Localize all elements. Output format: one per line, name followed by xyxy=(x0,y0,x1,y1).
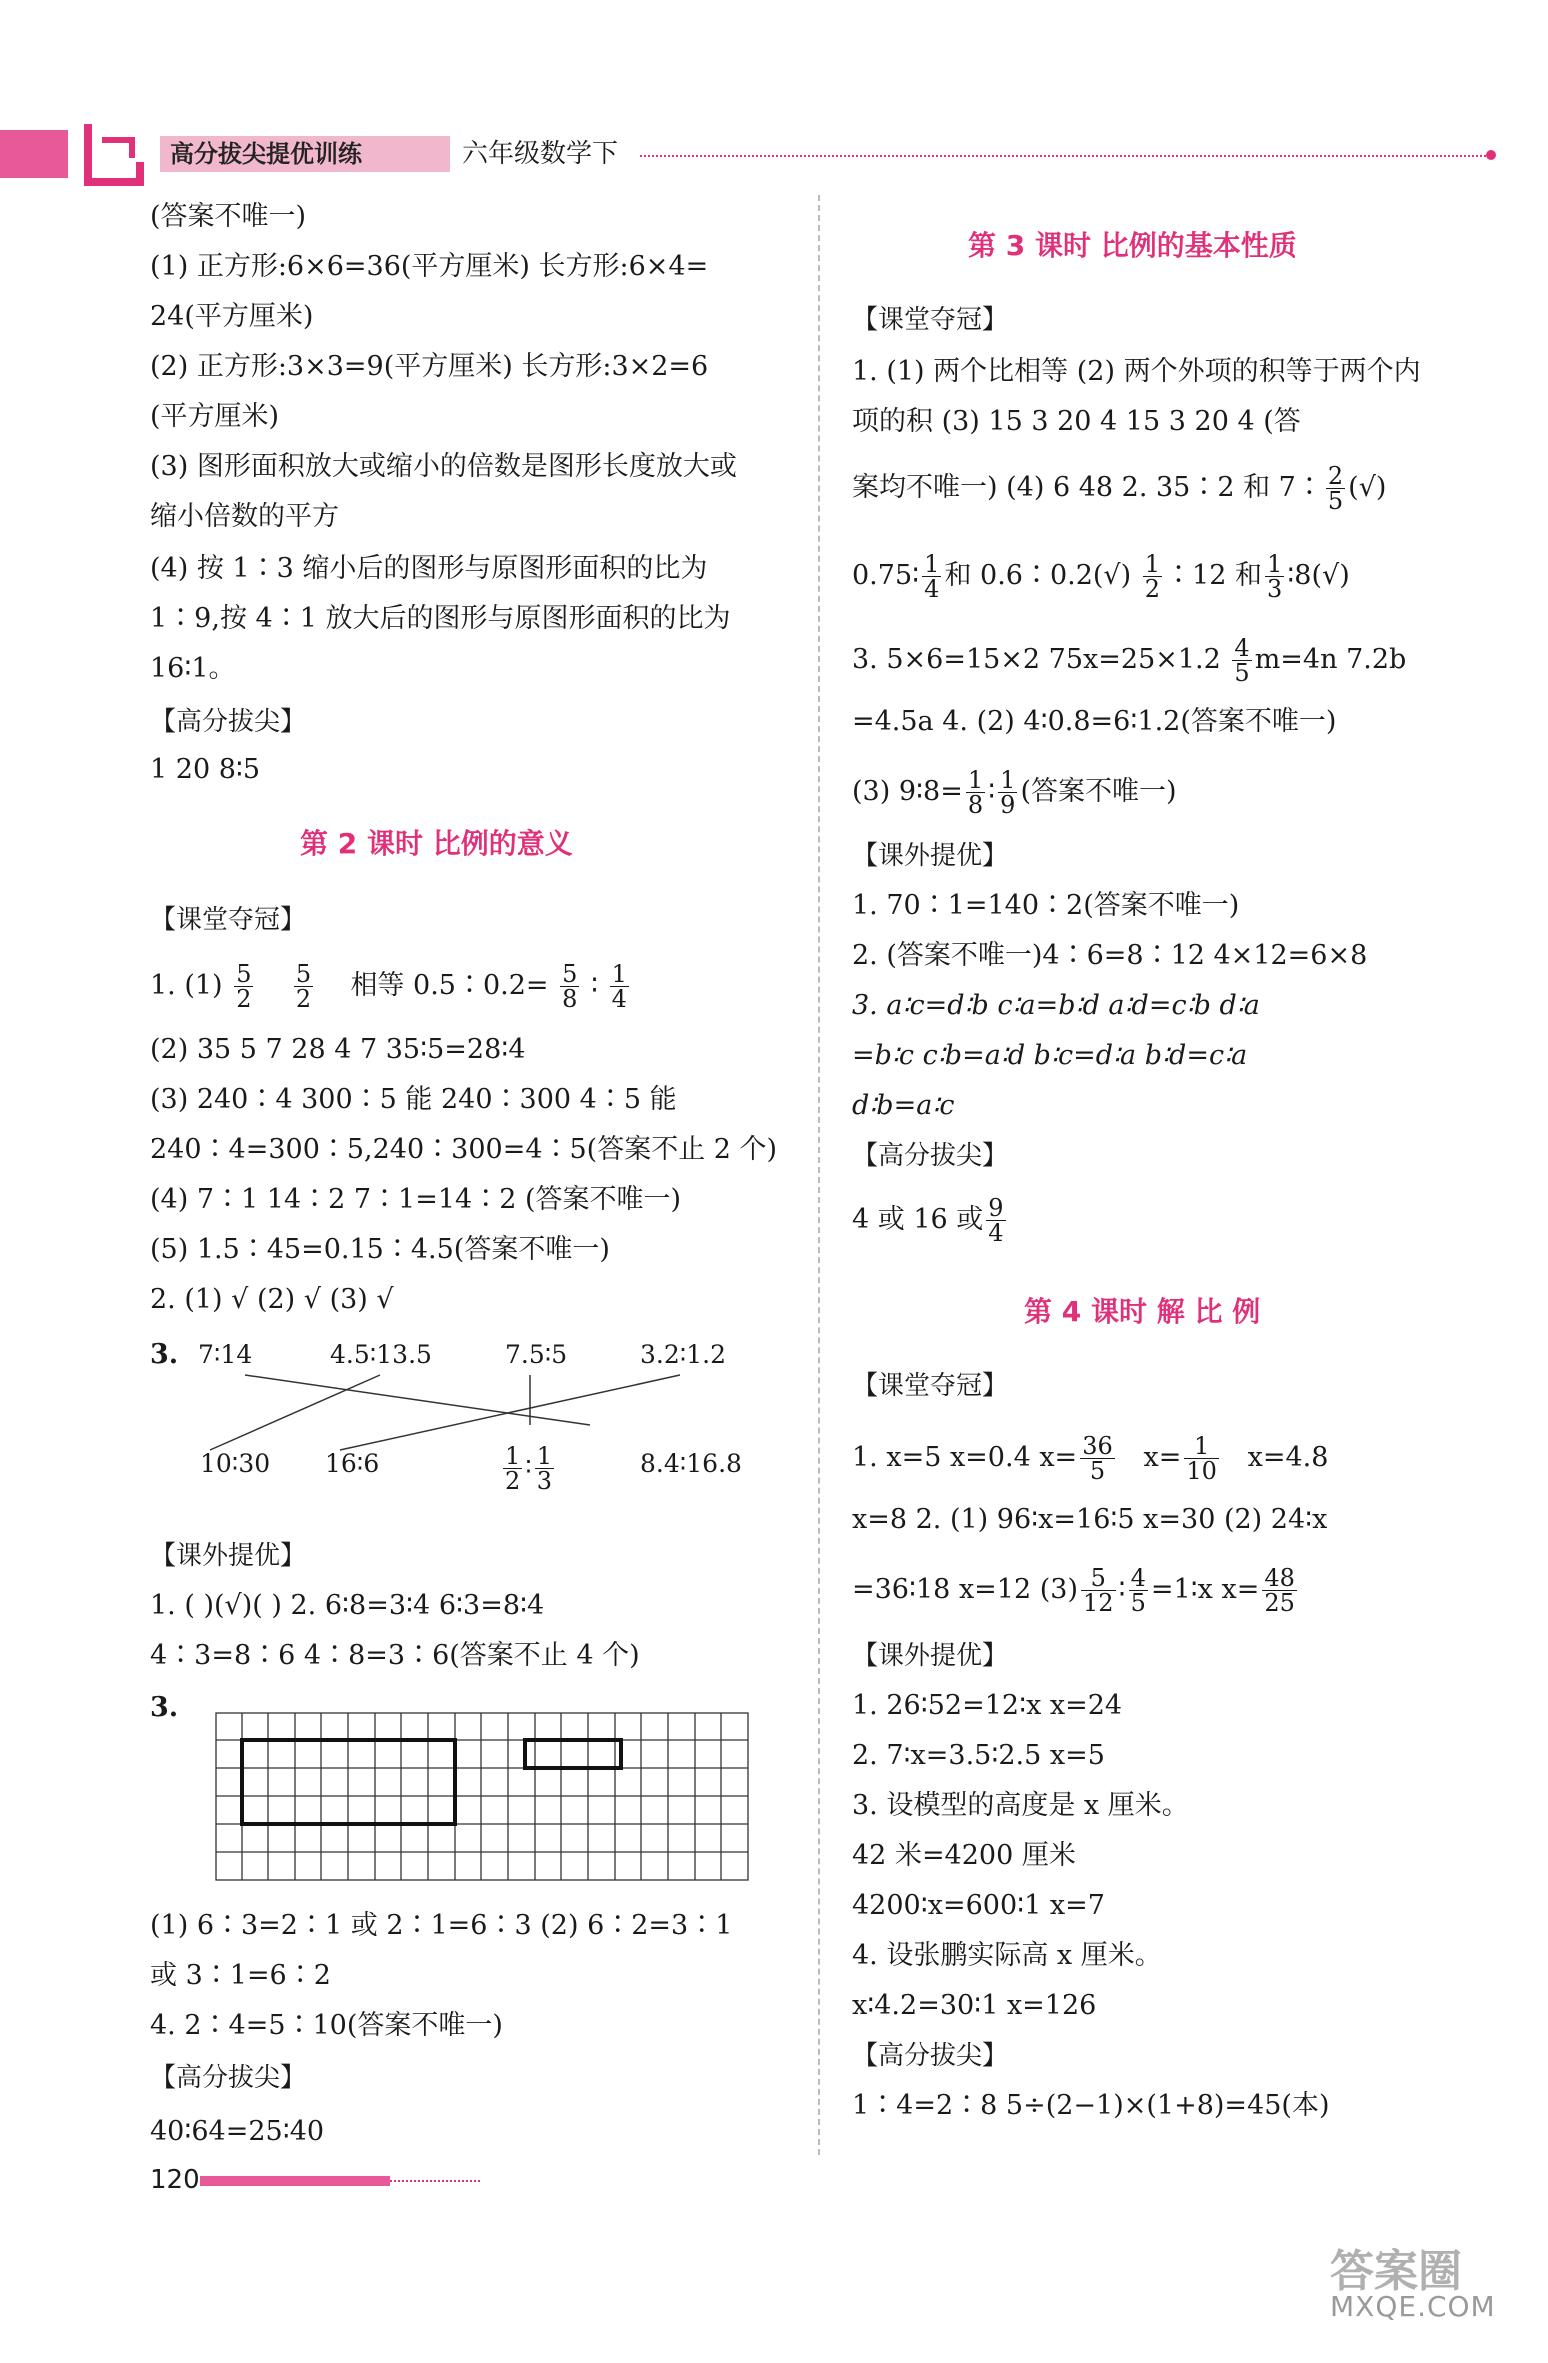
answer-line: 1. ( )(√)( ) 2. 6∶8=3∶4 6∶3=8∶4 xyxy=(150,1590,545,1621)
answer-line: x=8 2. (1) 96∶x=16∶5 x=30 (2) 24∶x xyxy=(852,1504,1328,1535)
fraction: $\frac{5}{8}$ xyxy=(562,960,578,1013)
section-heading: 【高分拔尖】 xyxy=(150,2063,307,2093)
answer-line: 240∶4=300∶5,240∶300=4∶5(答案不止 2 个) xyxy=(150,1134,778,1165)
grid-figure xyxy=(215,1712,750,1882)
match-top-item: 3.2∶1.2 xyxy=(640,1340,727,1369)
section-heading: 【高分拔尖】 xyxy=(852,1141,1009,1171)
footer-dotted-rule xyxy=(390,2180,480,2182)
answer-line: 16∶1。 xyxy=(150,653,236,684)
answer-line: 1. 70∶1=140∶2(答案不唯一) xyxy=(852,890,1240,921)
answer-line: 或 3∶1=6∶2 xyxy=(150,1960,331,1991)
answer-line: 40∶64=25∶40 xyxy=(150,2116,325,2147)
watermark-url: MXQE.COM xyxy=(1330,2290,1496,2323)
answer-line: 1. (1) 两个比相等 (2) 两个外项的积等于两个内 xyxy=(852,356,1421,387)
section-heading: 【课外提优】 xyxy=(852,1641,1009,1671)
answer-line: (3) 图形面积放大或缩小的倍数是图形长度放大或 xyxy=(150,451,737,482)
header-subtitle: 六年级数学下 xyxy=(462,139,619,169)
fraction: $\frac{4}{5}$ xyxy=(1234,634,1250,687)
answer-line: (4) 按 1∶3 缩小后的图形与原图形面积的比为 xyxy=(150,553,708,584)
ratio-colon: ∶ xyxy=(591,970,599,1001)
answer-line: 2. (答案不唯一)4∶6=8∶12 4×12=6×8 xyxy=(852,940,1368,971)
section-heading: 【高分拔尖】 xyxy=(150,707,307,737)
fraction: $\frac{1}{10}$ xyxy=(1186,1432,1217,1485)
section-heading: 【课堂夺冠】 xyxy=(852,305,1009,335)
header-accent-bar xyxy=(0,130,68,178)
answer-line: =b∶c c∶b=a∶d b∶c=d∶a b∶d=c∶a xyxy=(852,1040,1248,1071)
fraction: $\frac{9}{4}$ xyxy=(988,1194,1004,1247)
fraction: $\frac{2}{5}$ xyxy=(1327,462,1344,515)
answer-line: (平方厘米) xyxy=(150,401,280,432)
item-number: 1. (1) xyxy=(150,970,223,1001)
answer-line: (1) 正方形:6×6=36(平方厘米) 长方形:6×4= xyxy=(150,251,709,282)
lesson-title: 第 2 课时 比例的意义 xyxy=(300,827,573,860)
book-logo-icon xyxy=(80,118,150,190)
column-divider xyxy=(818,195,820,2155)
match-top-item: 4.5∶13.5 xyxy=(330,1340,432,1369)
answer-line: (2) 35 5 7 28 4 7 35∶5=28∶4 xyxy=(150,1034,526,1065)
answer-line: 0.75∶ $\frac{1}{4}$ 和 0.6∶0.2(√) $\frac{1}{2}$ ∶12 和 $\frac{1}{3}$ ∶8(√) xyxy=(852,550,1350,603)
header-dotted-rule xyxy=(640,155,1490,157)
answer-line: (2) 正方形:3×3=9(平方厘米) 长方形:3×2=6 xyxy=(150,351,709,382)
answer-line: 项的积 (3) 15 3 20 4 15 3 20 4 (答 xyxy=(852,406,1301,437)
match-bottom-item: 16∶6 xyxy=(325,1449,380,1478)
match-top-item: 7∶14 xyxy=(198,1340,253,1369)
watermark-logo: 答案圈 xyxy=(1330,2246,1462,2297)
answer-line: =36∶18 x=12 (3) $\frac{5}{12}$ ∶ $\frac{4}{5}$ =1∶x x= $\frac{48}{25}$ xyxy=(852,1564,1295,1617)
section-heading: 【课堂夺冠】 xyxy=(852,1371,1009,1401)
answer-line: x∶4.2=30∶1 x=126 xyxy=(852,1990,1097,2021)
answer-line: 案均不唯一) (4) 6 48 2. 35∶2 和 7∶ $\frac{2}{5}$ (√) xyxy=(852,462,1387,515)
answer-line: 缩小倍数的平方 xyxy=(150,501,339,532)
answer-line: 2. 7∶x=3.5∶2.5 x=5 xyxy=(852,1740,1105,1771)
item-number: 3. xyxy=(150,1692,179,1723)
footer-accent-bar xyxy=(200,2176,390,2186)
answer-line: 1. x=5 x=0.4 x= $\frac{36}{5}$ x= $\frac{1}{10}$ x=4.8 xyxy=(852,1432,1329,1485)
answer-text: 相等 0.5∶0.2= xyxy=(350,970,549,1001)
section-heading: 【课外提优】 xyxy=(150,1541,307,1571)
match-bottom-item: 10∶30 xyxy=(200,1449,271,1478)
answer-line: 24(平方厘米) xyxy=(150,301,314,332)
answer-line: 4200∶x=600∶1 x=7 xyxy=(852,1890,1105,1921)
fraction: $\frac{1}{3}$ xyxy=(1267,550,1283,603)
header-series-title: 高分拔尖提优训练 xyxy=(160,136,450,172)
answer-line: 4. 设张鹏实际高 x 厘米。 xyxy=(852,1940,1162,1971)
fraction: $\frac{1}{4}$ xyxy=(611,960,627,1013)
answer-line xyxy=(150,962,632,1011)
section-heading: 【课外提优】 xyxy=(852,841,1009,871)
fraction: $\frac{1}{8}$ xyxy=(967,766,984,819)
answer-line: (答案不唯一) xyxy=(150,201,307,232)
fraction: $\frac{5}{12}$ xyxy=(1082,1564,1114,1617)
fraction: $\frac{5}{2}$ xyxy=(295,960,312,1013)
answer-line: 4∶3=8∶6 4∶8=3∶6(答案不止 4 个) xyxy=(150,1640,640,1671)
fraction: $\frac{1}{9}$ xyxy=(1000,766,1016,819)
answer-line: (3) 9∶8= $\frac{1}{8}$ ∶ $\frac{1}{9}$ (答案不唯一) xyxy=(852,766,1177,819)
section-heading: 【课堂夺冠】 xyxy=(150,905,307,935)
fraction: $\frac{4}{5}$ xyxy=(1130,1564,1146,1617)
match-top-item: 7.5∶5 xyxy=(505,1340,568,1369)
lesson-title: 第 3 课时 比例的基本性质 xyxy=(968,229,1297,262)
match-bottom-item: $\frac{1}{2}$ ∶ $\frac{1}{3}$ xyxy=(505,1442,553,1495)
fraction: $\frac{5}{2}$ xyxy=(236,960,252,1013)
item-number: 3. xyxy=(150,1339,179,1370)
answer-line: 3. a∶c=d∶b c∶a=b∶d a∶d=c∶b d∶a xyxy=(852,990,1260,1021)
answer-line: 4 或 16 或 $\frac{9}{4}$ xyxy=(852,1194,1004,1247)
answer-line: (3) 240∶4 300∶5 能 240∶300 4∶5 能 xyxy=(150,1084,677,1115)
answer-line: 3. 设模型的高度是 x 厘米。 xyxy=(852,1790,1189,1821)
fraction: $\frac{1}{3}$ xyxy=(536,1442,553,1495)
fraction: $\frac{1}{2}$ xyxy=(505,1442,521,1495)
answer-line: 1. 26∶52=12∶x x=24 xyxy=(852,1690,1123,1721)
fraction: $\frac{1}{2}$ xyxy=(1144,550,1161,603)
fraction: $\frac{36}{5}$ xyxy=(1082,1432,1113,1485)
answer-line: d∶b=a∶c xyxy=(852,1090,955,1121)
answer-line: 42 米=4200 厘米 xyxy=(852,1840,1076,1871)
match-bottom-item: 8.4∶16.8 xyxy=(640,1449,742,1478)
header-rule-end-dot xyxy=(1486,150,1496,160)
lesson-title: 第 4 课时 解 比 例 xyxy=(1024,1295,1261,1328)
fraction: $\frac{1}{4}$ xyxy=(924,550,940,603)
answer-line: 2. (1) √ (2) √ (3) √ xyxy=(150,1284,394,1315)
answer-line: =4.5a 4. (2) 4∶0.8=6∶1.2(答案不唯一) xyxy=(852,706,1337,737)
answer-line: (5) 1.5∶45=0.15∶4.5(答案不唯一) xyxy=(150,1234,610,1265)
page-number: 120 xyxy=(150,2165,200,2195)
answer-line: 3. 5×6=15×2 75x=25×1.2 $\frac{4}{5}$ m=4n 7.2b xyxy=(852,634,1407,687)
answer-line: 1∶9,按 4∶1 放大后的图形与原图形面积的比为 xyxy=(150,603,731,634)
answer-line: 1 20 8∶5 xyxy=(150,754,261,785)
section-heading: 【高分拔尖】 xyxy=(852,2041,1009,2071)
answer-line: (1) 6∶3=2∶1 或 2∶1=6∶3 (2) 6∶2=3∶1 xyxy=(150,1910,733,1941)
answer-line: 4. 2∶4=5∶10(答案不唯一) xyxy=(150,2010,503,2041)
fraction: $\frac{48}{25}$ xyxy=(1264,1564,1295,1617)
answer-line: 1∶4=2∶8 5÷(2−1)×(1+8)=45(本) xyxy=(852,2090,1330,2121)
answer-line: (4) 7∶1 14∶2 7∶1=14∶2 (答案不唯一) xyxy=(150,1184,682,1215)
